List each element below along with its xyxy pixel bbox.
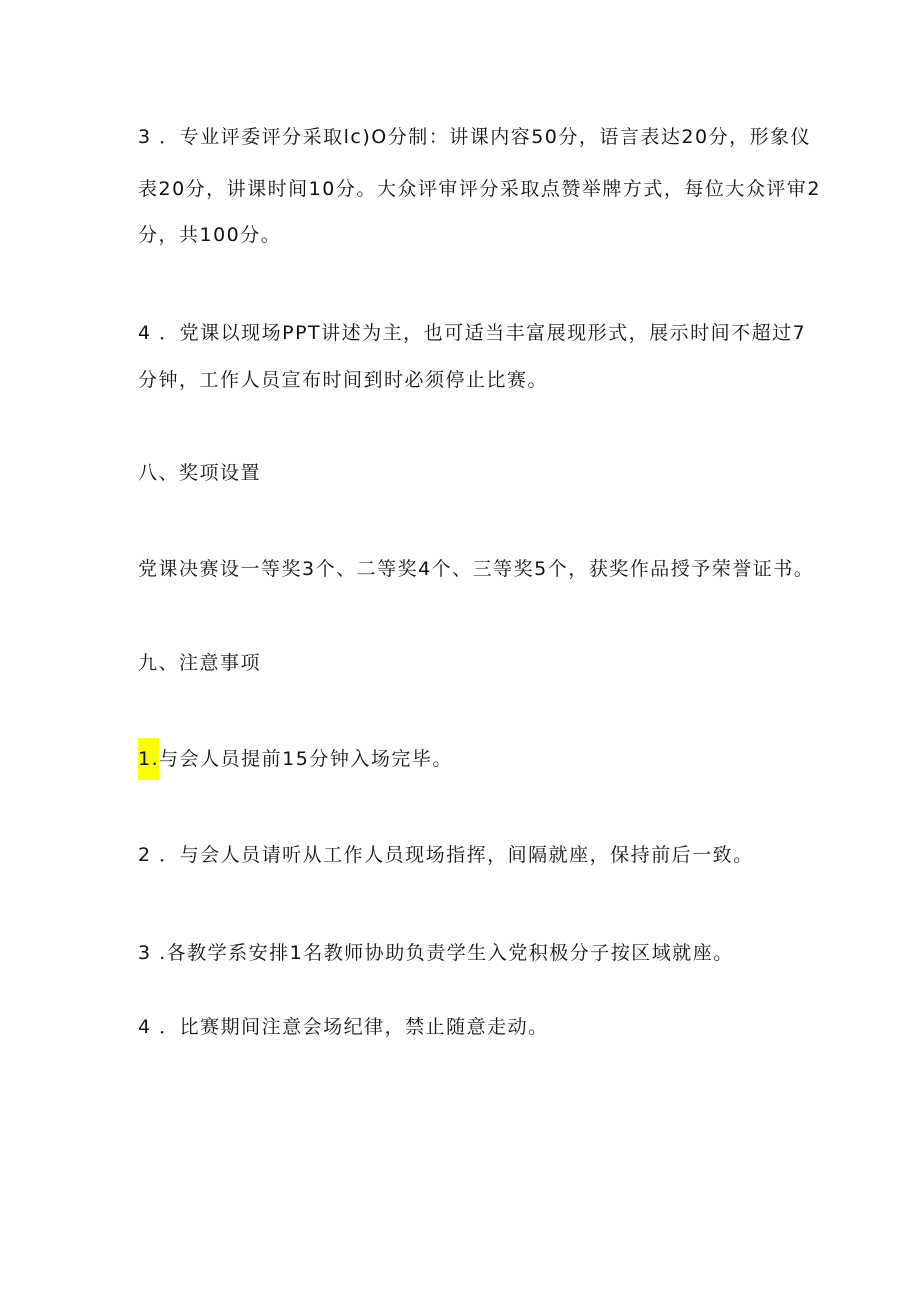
section8-body: 党课决赛设一等奖3个、二等奖4个、三等奖5个，获奖作品授予荣誉证书。 bbox=[138, 558, 815, 580]
item4-line2: 分钟，工作人员宣布时间到时必须停止比赛。 bbox=[138, 369, 549, 391]
item3-line1: 3 ．专业评委评分采取lc)O分制：讲课内容50分，语言表达20分，形象仪 bbox=[138, 126, 812, 148]
section9-heading: 九、注意事项 bbox=[138, 652, 262, 674]
note1-number-highlight: 1. bbox=[138, 738, 159, 780]
note4: 4 ．比赛期间注意会场纪律，禁止随意走动。 bbox=[138, 1016, 549, 1038]
section8-heading: 八、奖项设置 bbox=[138, 462, 262, 484]
note3: 3 .各教学系安排1名教师协助负责学生入党积极分子按区域就座。 bbox=[138, 942, 734, 964]
note2: 2 ．与会人员请听从工作人员现场指挥，间隔就座，保持前后一致。 bbox=[138, 844, 754, 866]
item4-line1: 4 ．党课以现场PPT讲述为主，也可适当丰富展现形式，展示时间不超过7 bbox=[138, 322, 807, 344]
note1 bbox=[138, 746, 453, 772]
item3-line3: 分，共100分。 bbox=[138, 224, 282, 246]
note1-text: 与会人员提前15分钟入场完毕。 bbox=[159, 748, 453, 770]
item3-line2: 表20分，讲课时间10分。大众评审评分采取点赞举牌方式，每位大众评审2 bbox=[138, 178, 821, 200]
